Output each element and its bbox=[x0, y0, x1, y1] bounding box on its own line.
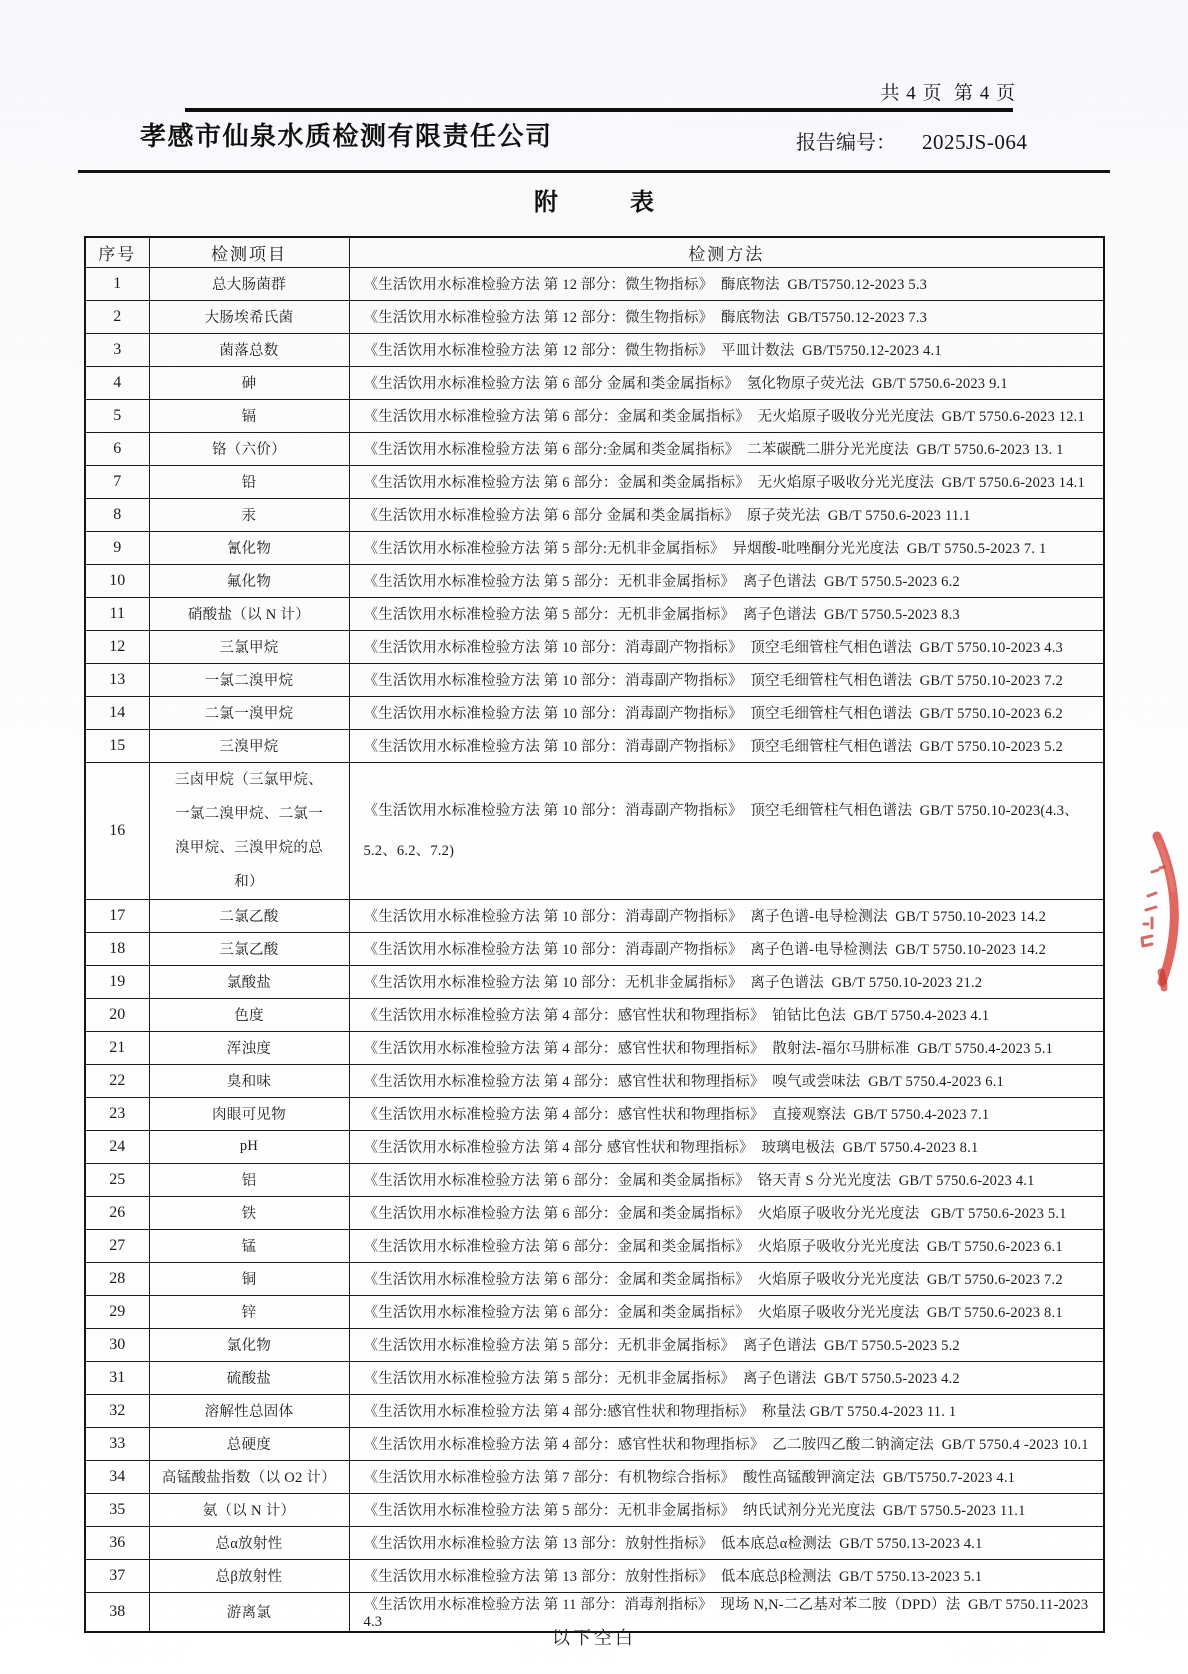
detection-methods-table bbox=[84, 236, 1105, 1633]
row-test-item: 铁 bbox=[149, 1196, 349, 1229]
table-row bbox=[85, 465, 1104, 498]
page-number: 共 4 页 第 4 页 bbox=[880, 83, 1016, 104]
table-row bbox=[85, 1460, 1104, 1493]
row-seq-number: 13 bbox=[85, 663, 149, 696]
table-row bbox=[85, 1097, 1104, 1130]
row-test-item: 肉眼可见物 bbox=[149, 1097, 349, 1130]
row-test-method: 《生活饮用水标准检验方法 第 5 部分：无机非金属指标》 离子色谱法 GB/T 5750.5-2023 4.2 bbox=[349, 1361, 1104, 1394]
row-seq-number: 17 bbox=[85, 899, 149, 932]
row-test-item: pH bbox=[149, 1130, 349, 1163]
table-row bbox=[85, 1295, 1104, 1328]
row-seq-number: 14 bbox=[85, 696, 149, 729]
row-test-method: 《生活饮用水标准检验方法 第 10 部分：消毒副产物指标》 离子色谱-电导检测法 GB/T 5750.10-2023 14.2 bbox=[349, 932, 1104, 965]
row-test-item: 游离氯 bbox=[149, 1592, 349, 1632]
row-test-method: 《生活饮用水标准检验方法 第 6 部分：金属和类金属指标》 火焰原子吸收分光光度法 GB/T 5750.6-2023 8.1 bbox=[349, 1295, 1104, 1328]
row-test-item: 臭和味 bbox=[149, 1064, 349, 1097]
row-test-method: 《生活饮用水标准检验方法 第 4 部分：感官性状和物理指标》 铂钴比色法 GB/T 5750.4-2023 4.1 bbox=[349, 998, 1104, 1031]
table-row bbox=[85, 1064, 1104, 1097]
table-row bbox=[85, 1196, 1104, 1229]
table-row bbox=[85, 1130, 1104, 1163]
row-test-item: 菌落总数 bbox=[149, 333, 349, 366]
row-test-item: 铅 bbox=[149, 465, 349, 498]
table-row bbox=[85, 333, 1104, 366]
row-seq-number: 31 bbox=[85, 1361, 149, 1394]
report-number-value: 2025JS-064 bbox=[922, 130, 1028, 154]
row-test-method: 《生活饮用水标准检验方法 第 11 部分：消毒剂指标》 现场 N,N-二乙基对苯二胺（DPD）法 GB/T 5750.11-2023 4.3 bbox=[349, 1592, 1104, 1632]
row-test-item: 总β放射性 bbox=[149, 1559, 349, 1592]
table-row bbox=[85, 1262, 1104, 1295]
column-header-item: 检测项目 bbox=[149, 237, 349, 267]
row-seq-number: 35 bbox=[85, 1493, 149, 1526]
row-test-item: 浑浊度 bbox=[149, 1031, 349, 1064]
row-test-method: 《生活饮用水标准检验方法 第 6 部分:金属和类金属指标》 二苯碳酰二肼分光光度法 GB/T 5750.6-2023 13. 1 bbox=[349, 432, 1104, 465]
row-seq-number: 23 bbox=[85, 1097, 149, 1130]
row-seq-number: 4 bbox=[85, 366, 149, 399]
row-test-method: 《生活饮用水标准检验方法 第 10 部分：消毒副产物指标》 顶空毛细管柱气相色谱法 GB/T 5750.10-2023(4.3、5.2、6.2、7.2) bbox=[349, 762, 1104, 899]
row-seq-number: 19 bbox=[85, 965, 149, 998]
header-rule-top bbox=[185, 108, 1013, 112]
row-test-method: 《生活饮用水标准检验方法 第 5 部分：无机非金属指标》 纳氏试剂分光光度法 GB/T 5750.5-2023 11.1 bbox=[349, 1493, 1104, 1526]
header-rule-bottom bbox=[78, 170, 1110, 173]
row-test-item: 总硬度 bbox=[149, 1427, 349, 1460]
table-row bbox=[85, 1526, 1104, 1559]
table-row bbox=[85, 1031, 1104, 1064]
table-row bbox=[85, 531, 1104, 564]
row-test-item: 铝 bbox=[149, 1163, 349, 1196]
table-row bbox=[85, 1229, 1104, 1262]
row-test-method: 《生活饮用水标准检验方法 第 4 部分：感官性状和物理指标》 乙二胺四乙酸二钠滴定法 GB/T 5750.4 -2023 10.1 bbox=[349, 1427, 1104, 1460]
table-row bbox=[85, 932, 1104, 965]
table-row bbox=[85, 1493, 1104, 1526]
company-name: 孝感市仙泉水质检测有限责任公司 bbox=[140, 121, 553, 151]
row-test-item: 氟化物 bbox=[149, 564, 349, 597]
row-seq-number: 38 bbox=[85, 1592, 149, 1632]
table-row bbox=[85, 696, 1104, 729]
row-seq-number: 11 bbox=[85, 597, 149, 630]
row-test-method: 《生活饮用水标准检验方法 第 6 部分：金属和类金属指标》 无火焰原子吸收分光光度法 GB/T 5750.6-2023 12.1 bbox=[349, 399, 1104, 432]
table-row bbox=[85, 1328, 1104, 1361]
row-seq-number: 24 bbox=[85, 1130, 149, 1163]
row-seq-number: 34 bbox=[85, 1460, 149, 1493]
row-test-item: 三溴甲烷 bbox=[149, 729, 349, 762]
row-test-item: 锰 bbox=[149, 1229, 349, 1262]
row-seq-number: 7 bbox=[85, 465, 149, 498]
appendix-title: 附 表 bbox=[534, 189, 654, 216]
row-seq-number: 9 bbox=[85, 531, 149, 564]
table-row bbox=[85, 300, 1104, 333]
row-seq-number: 33 bbox=[85, 1427, 149, 1460]
row-seq-number: 20 bbox=[85, 998, 149, 1031]
row-test-method: 《生活饮用水标准检验方法 第 4 部分：感官性状和物理指标》 散射法-福尔马肼标准 GB/T 5750.4-2023 5.1 bbox=[349, 1031, 1104, 1064]
row-test-method: 《生活饮用水标准检验方法 第 6 部分 金属和类金属指标》 氢化物原子荧光法 GB/T 5750.6-2023 9.1 bbox=[349, 366, 1104, 399]
table-header-row bbox=[85, 237, 1104, 267]
row-test-method: 《生活饮用水标准检验方法 第 5 部分：无机非金属指标》 离子色谱法 GB/T 5750.5-2023 5.2 bbox=[349, 1328, 1104, 1361]
row-seq-number: 3 bbox=[85, 333, 149, 366]
table-row bbox=[85, 1427, 1104, 1460]
row-test-method: 《生活饮用水标准检验方法 第 10 部分：无机非金属指标》 离子色谱法 GB/T 5750.10-2023 21.2 bbox=[349, 965, 1104, 998]
table-row bbox=[85, 267, 1104, 300]
row-seq-number: 30 bbox=[85, 1328, 149, 1361]
row-seq-number: 27 bbox=[85, 1229, 149, 1262]
row-test-item: 氯酸盐 bbox=[149, 965, 349, 998]
row-test-method: 《生活饮用水标准检验方法 第 6 部分：金属和类金属指标》 无火焰原子吸收分光光度法 GB/T 5750.6-2023 14.1 bbox=[349, 465, 1104, 498]
row-test-method: 《生活饮用水标准检验方法 第 10 部分：消毒副产物指标》 顶空毛细管柱气相色谱法 GB/T 5750.10-2023 4.3 bbox=[349, 630, 1104, 663]
row-test-item: 三氯乙酸 bbox=[149, 932, 349, 965]
row-test-item: 二氯乙酸 bbox=[149, 899, 349, 932]
column-header-method: 检测方法 bbox=[349, 237, 1104, 267]
row-test-item: 硝酸盐（以 N 计） bbox=[149, 597, 349, 630]
report-number-label: 报告编号： bbox=[796, 132, 896, 154]
row-test-method: 《生活饮用水标准检验方法 第 5 部分:无机非金属指标》 异烟酸-吡唑酮分光光度法 GB/T 5750.5-2023 7. 1 bbox=[349, 531, 1104, 564]
column-header-seq: 序号 bbox=[85, 237, 149, 267]
row-seq-number: 28 bbox=[85, 1262, 149, 1295]
row-test-item: 铬（六价） bbox=[149, 432, 349, 465]
row-test-method: 《生活饮用水标准检验方法 第 7 部分：有机物综合指标》 酸性高锰酸钾滴定法 GB/T5750.7-2023 4.1 bbox=[349, 1460, 1104, 1493]
red-seal-partial-stamp bbox=[1128, 812, 1188, 1004]
row-seq-number: 16 bbox=[85, 762, 149, 899]
row-test-item: 镉 bbox=[149, 399, 349, 432]
row-test-item: 氰化物 bbox=[149, 531, 349, 564]
row-test-method: 《生活饮用水标准检验方法 第 4 部分：感官性状和物理指标》 直接观察法 GB/T 5750.4-2023 7.1 bbox=[349, 1097, 1104, 1130]
row-test-method: 《生活饮用水标准检验方法 第 4 部分:感官性状和物理指标》 称量法 GB/T 5750.4-2023 11. 1 bbox=[349, 1394, 1104, 1427]
row-test-item: 三氯甲烷 bbox=[149, 630, 349, 663]
row-seq-number: 22 bbox=[85, 1064, 149, 1097]
row-test-item: 总α放射性 bbox=[149, 1526, 349, 1559]
row-test-item: 铜 bbox=[149, 1262, 349, 1295]
table-row bbox=[85, 498, 1104, 531]
row-test-method: 《生活饮用水标准检验方法 第 13 部分：放射性指标》 低本底总β检测法 GB/T 5750.13-2023 5.1 bbox=[349, 1559, 1104, 1592]
row-seq-number: 26 bbox=[85, 1196, 149, 1229]
table-row bbox=[85, 399, 1104, 432]
table-row bbox=[85, 663, 1104, 696]
row-test-method: 《生活饮用水标准检验方法 第 12 部分：微生物指标》 平皿计数法 GB/T5750.12-2023 4.1 bbox=[349, 333, 1104, 366]
row-seq-number: 10 bbox=[85, 564, 149, 597]
row-test-item: 砷 bbox=[149, 366, 349, 399]
row-test-method: 《生活饮用水标准检验方法 第 5 部分：无机非金属指标》 离子色谱法 GB/T 5750.5-2023 6.2 bbox=[349, 564, 1104, 597]
table-body bbox=[85, 267, 1104, 1632]
row-test-method: 《生活饮用水标准检验方法 第 10 部分：消毒副产物指标》 离子色谱-电导检测法 GB/T 5750.10-2023 14.2 bbox=[349, 899, 1104, 932]
row-test-method: 《生活饮用水标准检验方法 第 6 部分：金属和类金属指标》 火焰原子吸收分光光度法 GB/T 5750.6-2023 5.1 bbox=[349, 1196, 1104, 1229]
row-test-method: 《生活饮用水标准检验方法 第 10 部分：消毒副产物指标》 顶空毛细管柱气相色谱法 GB/T 5750.10-2023 5.2 bbox=[349, 729, 1104, 762]
row-seq-number: 29 bbox=[85, 1295, 149, 1328]
table-row bbox=[85, 1559, 1104, 1592]
below-blank-note: 以下空白 bbox=[552, 1628, 636, 1648]
row-test-item: 二氯一溴甲烷 bbox=[149, 696, 349, 729]
table-row bbox=[85, 762, 1104, 899]
row-seq-number: 15 bbox=[85, 729, 149, 762]
row-seq-number: 8 bbox=[85, 498, 149, 531]
row-seq-number: 36 bbox=[85, 1526, 149, 1559]
row-seq-number: 37 bbox=[85, 1559, 149, 1592]
seal-text-fragment bbox=[1142, 867, 1164, 946]
row-test-method: 《生活饮用水标准检验方法 第 10 部分：消毒副产物指标》 顶空毛细管柱气相色谱法 GB/T 5750.10-2023 6.2 bbox=[349, 696, 1104, 729]
row-seq-number: 32 bbox=[85, 1394, 149, 1427]
table-row bbox=[85, 899, 1104, 932]
table-row bbox=[85, 965, 1104, 998]
row-test-method: 《生活饮用水标准检验方法 第 13 部分：放射性指标》 低本底总α检测法 GB/T 5750.13-2023 4.1 bbox=[349, 1526, 1104, 1559]
row-test-item: 三卤甲烷（三氯甲烷、一氯二溴甲烷、二氯一溴甲烷、三溴甲烷的总和） bbox=[149, 762, 349, 899]
row-test-item: 溶解性总固体 bbox=[149, 1394, 349, 1427]
row-test-item: 色度 bbox=[149, 998, 349, 1031]
row-seq-number: 25 bbox=[85, 1163, 149, 1196]
row-test-method: 《生活饮用水标准检验方法 第 5 部分：无机非金属指标》 离子色谱法 GB/T 5750.5-2023 8.3 bbox=[349, 597, 1104, 630]
row-test-method: 《生活饮用水标准检验方法 第 12 部分：微生物指标》 酶底物法 GB/T5750.12-2023 5.3 bbox=[349, 267, 1104, 300]
row-seq-number: 5 bbox=[85, 399, 149, 432]
row-test-item: 氨（以 N 计） bbox=[149, 1493, 349, 1526]
row-test-item: 硫酸盐 bbox=[149, 1361, 349, 1394]
row-test-item: 锌 bbox=[149, 1295, 349, 1328]
row-test-item: 一氯二溴甲烷 bbox=[149, 663, 349, 696]
row-seq-number: 2 bbox=[85, 300, 149, 333]
row-seq-number: 18 bbox=[85, 932, 149, 965]
row-seq-number: 6 bbox=[85, 432, 149, 465]
row-test-method: 《生活饮用水标准检验方法 第 10 部分：消毒副产物指标》 顶空毛细管柱气相色谱法 GB/T 5750.10-2023 7.2 bbox=[349, 663, 1104, 696]
table-row bbox=[85, 1394, 1104, 1427]
row-test-item: 高锰酸盐指数（以 O2 计） bbox=[149, 1460, 349, 1493]
table-row bbox=[85, 998, 1104, 1031]
row-test-method: 《生活饮用水标准检验方法 第 4 部分：感官性状和物理指标》 嗅气或尝味法 GB/T 5750.4-2023 6.1 bbox=[349, 1064, 1104, 1097]
row-test-item: 汞 bbox=[149, 498, 349, 531]
row-seq-number: 21 bbox=[85, 1031, 149, 1064]
table-row bbox=[85, 597, 1104, 630]
row-test-item: 大肠埃希氏菌 bbox=[149, 300, 349, 333]
row-test-item: 氯化物 bbox=[149, 1328, 349, 1361]
table-row bbox=[85, 432, 1104, 465]
row-seq-number: 12 bbox=[85, 630, 149, 663]
report-number-line bbox=[796, 126, 1027, 155]
row-seq-number: 1 bbox=[85, 267, 149, 300]
row-test-method: 《生活饮用水标准检验方法 第 6 部分：金属和类金属指标》 火焰原子吸收分光光度法 GB/T 5750.6-2023 6.1 bbox=[349, 1229, 1104, 1262]
table-row bbox=[85, 366, 1104, 399]
table-row bbox=[85, 1361, 1104, 1394]
row-test-method: 《生活饮用水标准检验方法 第 6 部分：金属和类金属指标》 火焰原子吸收分光光度法 GB/T 5750.6-2023 7.2 bbox=[349, 1262, 1104, 1295]
table-row bbox=[85, 729, 1104, 762]
row-test-method: 《生活饮用水标准检验方法 第 6 部分：金属和类金属指标》 铬天青 S 分光光度法 GB/T 5750.6-2023 4.1 bbox=[349, 1163, 1104, 1196]
table-row bbox=[85, 630, 1104, 663]
row-test-method: 《生活饮用水标准检验方法 第 4 部分 感官性状和物理指标》 玻璃电极法 GB/T 5750.4-2023 8.1 bbox=[349, 1130, 1104, 1163]
row-test-method: 《生活饮用水标准检验方法 第 6 部分 金属和类金属指标》 原子荧光法 GB/T 5750.6-2023 11.1 bbox=[349, 498, 1104, 531]
row-test-method: 《生活饮用水标准检验方法 第 12 部分：微生物指标》 酶底物法 GB/T5750.12-2023 7.3 bbox=[349, 300, 1104, 333]
row-test-item: 总大肠菌群 bbox=[149, 267, 349, 300]
table-row bbox=[85, 1163, 1104, 1196]
table-row bbox=[85, 564, 1104, 597]
